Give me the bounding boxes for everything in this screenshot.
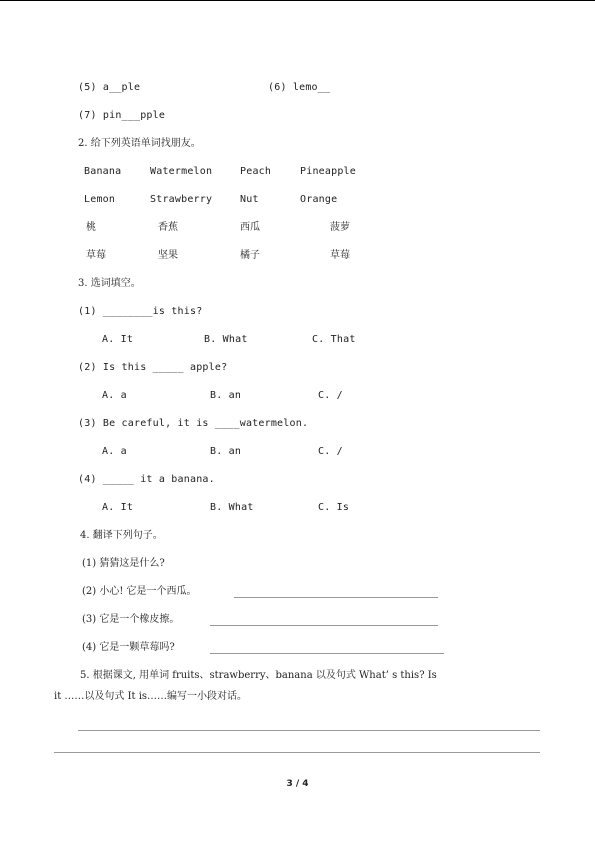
translation-item: (1) 猜猜这是什么? [82, 558, 165, 569]
english-word: Pineapple [300, 166, 356, 177]
answer-line[interactable] [210, 653, 444, 654]
translation-item: (4) 它是一颗草莓吗? [82, 642, 175, 653]
chinese-word: 桃 [86, 222, 96, 233]
chinese-word: 草莓 [86, 250, 106, 261]
option: C. / [318, 446, 343, 457]
section-5-prompt-line2: it ……以及句式 It is……编写一小段对话。 [54, 691, 248, 702]
option: A. It [102, 502, 134, 513]
question-stem: (1) ________is this? [78, 306, 203, 317]
header-rule [0, 0, 595, 1]
option: C. / [318, 390, 343, 401]
option: C. That [312, 334, 356, 345]
question-7: (7) pin___pple [78, 110, 166, 121]
question-6: (6) lemo__ [268, 82, 331, 93]
question-stem: (2) Is this _____ apple? [78, 362, 228, 373]
chinese-word: 西瓜 [240, 222, 260, 233]
english-word: Lemon [84, 194, 116, 205]
translation-item: (3) 它是一个橡皮擦。 [82, 614, 180, 625]
option: C. Is [318, 502, 350, 513]
chinese-word: 香蕉 [158, 222, 178, 233]
english-word: Strawberry [150, 194, 213, 205]
option: B. What [210, 502, 254, 513]
page-number: 3 / 4 [286, 779, 309, 789]
question-5: (5) a__ple [78, 82, 141, 93]
answer-line[interactable] [210, 625, 438, 626]
option: A. It [102, 334, 134, 345]
option: B. an [210, 390, 242, 401]
english-word: Orange [300, 194, 338, 205]
chinese-word: 橘子 [240, 250, 260, 261]
question-stem: (4) _____ it a banana. [78, 474, 215, 485]
english-word: Nut [240, 194, 259, 205]
translation-item: (2) 小心! 它是一个西瓜。 [82, 586, 197, 597]
section-5-prompt-line1: 5. 根据课文, 用单词 fruits、strawberry、banana 以及句式 What’ s this? Is [80, 670, 437, 681]
chinese-word: 菠萝 [330, 222, 350, 233]
english-word: Banana [84, 166, 122, 177]
chinese-word: 草莓 [330, 250, 350, 261]
english-word: Watermelon [150, 166, 213, 177]
section-2-heading: 2. 给下列英语单词找朋友。 [78, 138, 201, 149]
section-4-heading: 4. 翻译下列句子。 [80, 530, 163, 541]
option: A. a [102, 390, 127, 401]
option: A. a [102, 446, 127, 457]
option: B. What [204, 334, 248, 345]
english-word: Peach [240, 166, 272, 177]
writing-line[interactable] [54, 752, 540, 753]
question-stem: (3) Be careful, it is ____watermelon. [78, 418, 309, 429]
answer-line[interactable] [234, 597, 438, 598]
option: B. an [210, 446, 242, 457]
writing-line[interactable] [78, 730, 540, 731]
chinese-word: 坚果 [158, 250, 178, 261]
section-3-heading: 3. 选词填空。 [78, 278, 141, 289]
